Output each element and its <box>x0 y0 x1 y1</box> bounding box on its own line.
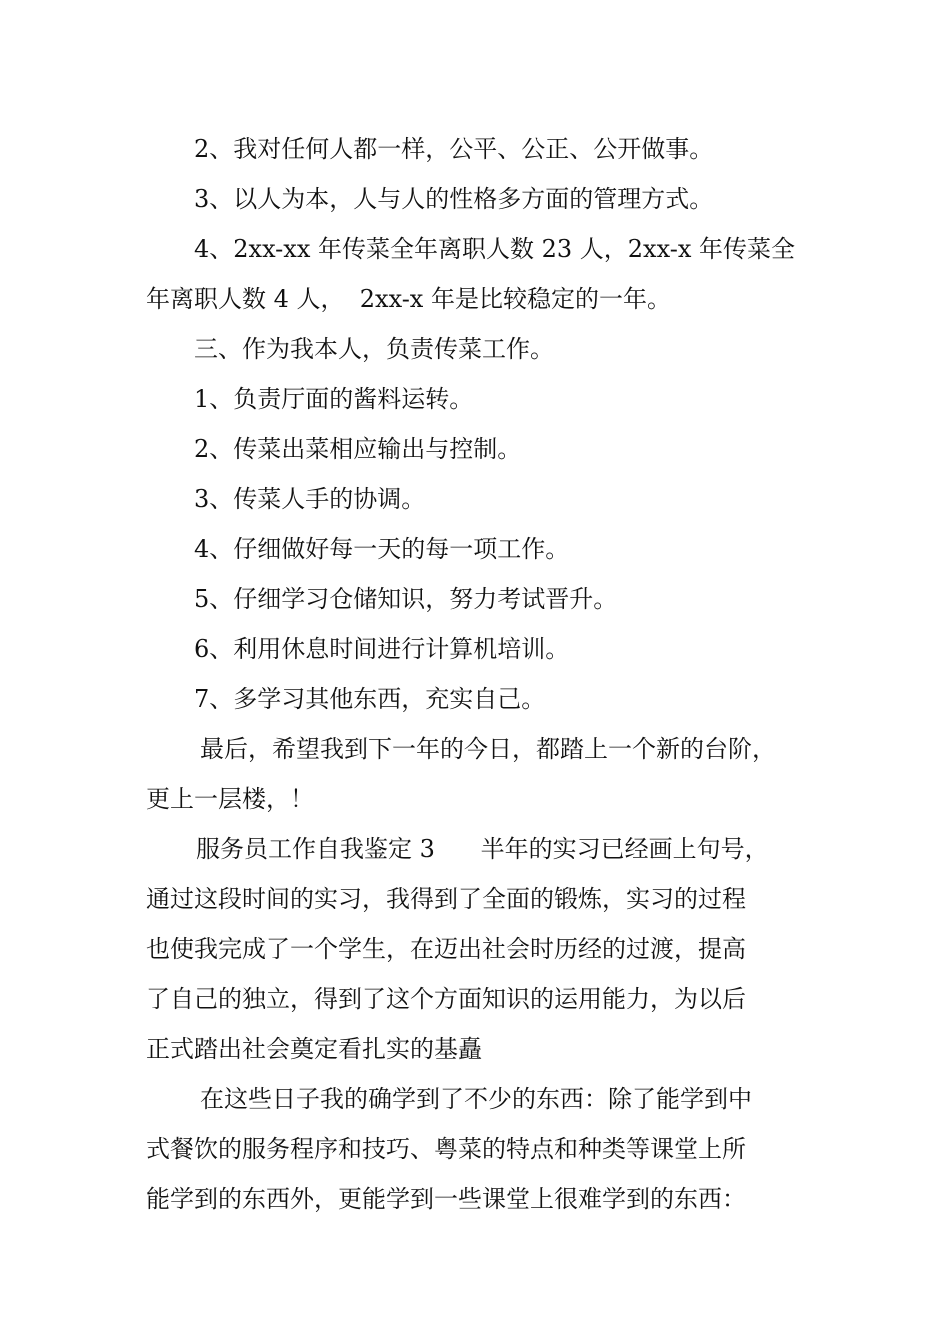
text-line-9: 4、仔细做好每一天的每一项工作。 <box>194 535 570 563</box>
text-line-10: 5、仔细学习仓储知识，努力考试晋升。 <box>194 585 618 613</box>
text-line-22: 能学到的东西外，更能学到一些课堂上很难学到的东西： <box>146 1185 746 1213</box>
text-line-12: 7、多学习其他东西，充实自己。 <box>194 685 546 713</box>
text-line-17: 也使我完成了一个学生，在迈出社会时历经的过渡，提高 <box>146 935 746 963</box>
text-line-16: 通过这段时间的实习，我得到了全面的锻炼，实习的过程 <box>146 885 746 913</box>
text-line-4: 年离职人数 4 人， 2xx-x 年是比较稳定的一年。 <box>146 285 671 313</box>
text-line-3: 4、2xx-xx 年传菜全年离职人数 23 人，2xx-x 年传菜全 <box>194 235 795 263</box>
text-line-18: 了自己的独立，得到了这个方面知识的运用能力，为以后 <box>146 985 746 1013</box>
text-line-14: 更上一层楼，！ <box>146 785 314 813</box>
text-line-15: 服务员工作自我鉴定 3 半年的实习已经画上句号， <box>196 835 769 863</box>
text-line-21: 式餐饮的服务程序和技巧、粤菜的特点和种类等课堂上所 <box>146 1135 746 1163</box>
text-line-20: 在这些日子我的确学到了不少的东西：除了能学到中 <box>200 1085 752 1113</box>
text-line-2: 3、以人为本，人与人的性格多方面的管理方式。 <box>194 185 714 213</box>
text-line-13: 最后，希望我到下一年的今日，都踏上一个新的台阶， <box>200 735 776 763</box>
text-line-19: 正式踏出社会奠定看扎实的基矗 <box>146 1035 482 1063</box>
text-line-11: 6、利用休息时间进行计算机培训。 <box>194 635 570 663</box>
text-line-6: 1、负责厅面的酱料运转。 <box>194 385 474 413</box>
text-line-1: 2、我对任何人都一样，公平、公正、公开做事。 <box>194 135 714 163</box>
text-line-5: 三、作为我本人，负责传菜工作。 <box>194 335 554 363</box>
text-line-8: 3、传菜人手的协调。 <box>194 485 426 513</box>
text-line-7: 2、传菜出菜相应输出与控制。 <box>194 435 522 463</box>
